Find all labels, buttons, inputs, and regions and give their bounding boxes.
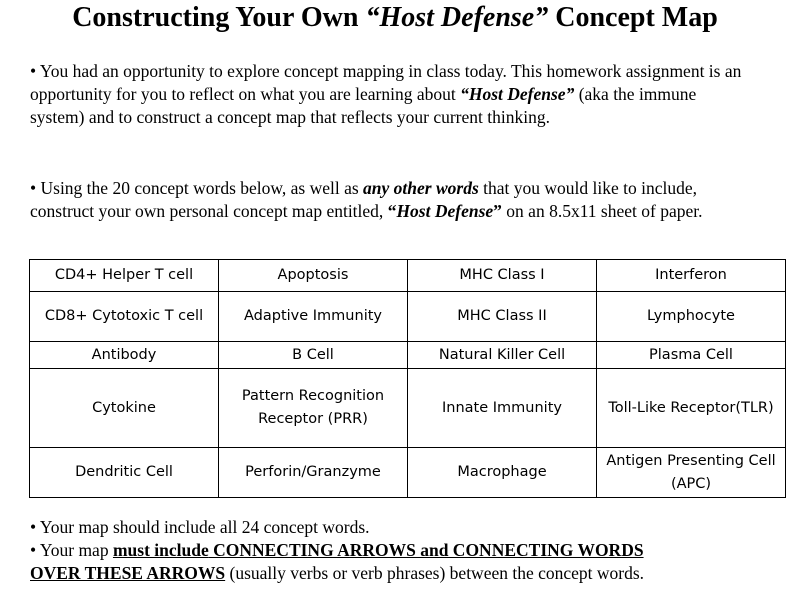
concept-cell: Apoptosis (219, 260, 408, 292)
concept-cell: B Cell (219, 342, 408, 369)
concept-cell: Adaptive Immunity (219, 292, 408, 342)
page-title: Constructing Your Own “Host Defense” Concept Map (72, 2, 718, 33)
concept-cell: Interferon (597, 260, 786, 292)
concept-cell: CD4+ Helper T cell (30, 260, 219, 292)
table-row (30, 292, 786, 342)
intro-paragraph: • You had an opportunity to explore concept mapping in class today. This homework assignment is an opportunity for you to reflect on what you are learning about “Host Defense” (aka the immune system) and to construct a concept map that reflects your current thinking. (30, 61, 742, 127)
concept-cell: Plasma Cell (597, 342, 786, 369)
concept-cell: Perforin/Granzyme (219, 448, 408, 498)
requirements-list (30, 516, 790, 585)
concept-cell: Macrophage (408, 448, 597, 498)
table-row (30, 448, 786, 498)
concept-cell: Dendritic Cell (30, 448, 219, 498)
table-row (30, 260, 786, 292)
instructions-paragraph: • Using the 20 concept words below, as well as any other words that you would like to include, construct your own personal concept map entitled, “Host Defense” on an 8.5x11 sheet of paper. (30, 178, 703, 221)
concept-cell: MHC Class II (408, 292, 597, 342)
concept-cell: Natural Killer Cell (408, 342, 597, 369)
concept-cell: Antibody (30, 342, 219, 369)
concept-cell: Lymphocyte (597, 292, 786, 342)
requirement-item: • Your map must include CONNECTING ARROWS and CONNECTING WORDS (30, 540, 644, 560)
concept-cell: Pattern Recognition Receptor (PRR) (219, 369, 408, 448)
concept-cell: Innate Immunity (408, 369, 597, 448)
concept-cell: Antigen Presenting Cell (APC) (597, 448, 786, 498)
concept-cell: CD8+ Cytotoxic T cell (30, 292, 219, 342)
concept-cell: Cytokine (30, 369, 219, 448)
table-row (30, 342, 786, 369)
concept-cell: MHC Class I (408, 260, 597, 292)
requirement-item-continued: OVER THESE ARROWS (usually verbs or verb phrases) between the concept words. (30, 563, 645, 583)
concept-cell: Toll-Like Receptor(TLR) (597, 369, 786, 448)
table-row (30, 369, 786, 448)
requirement-item: • Your map should include all 24 concept words. (30, 517, 370, 537)
concept-word-table (29, 259, 786, 498)
